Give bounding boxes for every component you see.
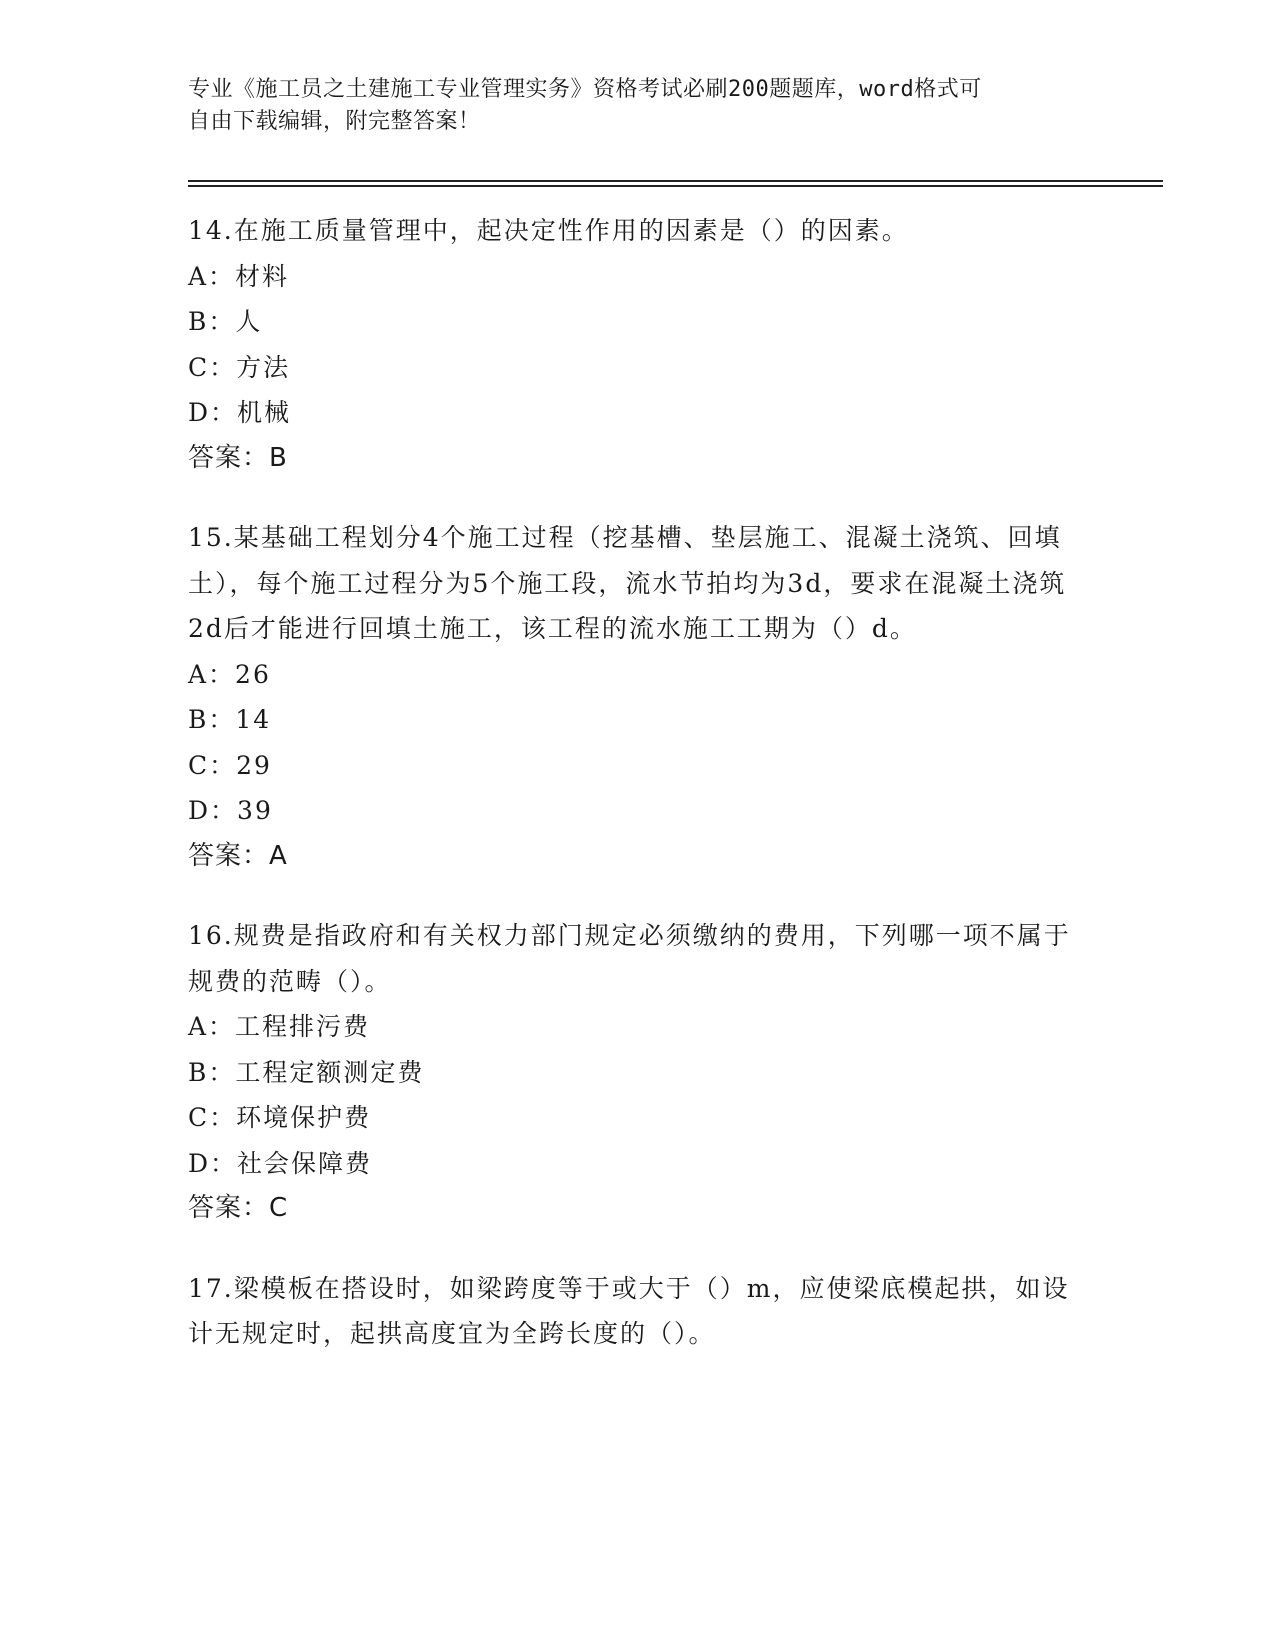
option-d: D：39: [188, 796, 273, 825]
option-b: B：14: [188, 705, 272, 734]
answer: 答案：C: [188, 1193, 289, 1223]
header-divider-bottom: [188, 185, 1163, 187]
question-15: [188, 515, 1088, 879]
question-16: [188, 913, 1088, 1232]
option-b: B：人: [188, 307, 263, 336]
question-list: [188, 208, 1088, 1391]
question-14: [188, 208, 1088, 481]
option-b: B：工程定额测定费: [188, 1057, 425, 1087]
option-a: A：26: [188, 659, 271, 689]
question-text: 16.规费是指政府和有关权力部门规定必须缴纳的费用，下列哪一项不属于规费的范畴（）。: [188, 921, 1071, 996]
question-text: 15.某基础工程划分4个施工过程（挖基槽、垫层施工、混凝土浇筑、回填土），每个施工过程分为5个施工段，流水节拍均为3d，要求在混凝土浇筑2d后才能进行回填土施工，该工程的流水施工工期为（）d。: [188, 523, 1067, 643]
option-c: C：29: [188, 750, 272, 780]
header-title-line-1: 专业《施工员之土建施工专业管理实务》资格考试必刷200题题库，word格式可: [188, 77, 982, 102]
option-c: C：方法: [188, 352, 291, 382]
question-17: [188, 1266, 1088, 1357]
answer: 答案：B: [188, 442, 288, 473]
header-divider-top: [188, 180, 1163, 182]
answer: 答案：A: [188, 840, 288, 871]
option-a: A：材料: [188, 261, 290, 291]
option-d: D：社会保障费: [188, 1148, 373, 1178]
option-d: D：机械: [188, 398, 292, 427]
question-text: 14.在施工质量管理中，起决定性作用的因素是（）的因素。: [188, 216, 909, 245]
option-a: A：工程排污费: [188, 1012, 371, 1041]
option-c: C：环境保护费: [188, 1103, 372, 1132]
header-title-line-2: 自由下载编辑，附完整答案！: [188, 109, 481, 134]
question-text: 17.梁模板在搭设时，如梁跨度等于或大于（）m，应使梁底模起拱，如设计无规定时，起拱高度宜为全跨长度的（）。: [188, 1273, 1070, 1348]
document-header: [188, 74, 1088, 138]
